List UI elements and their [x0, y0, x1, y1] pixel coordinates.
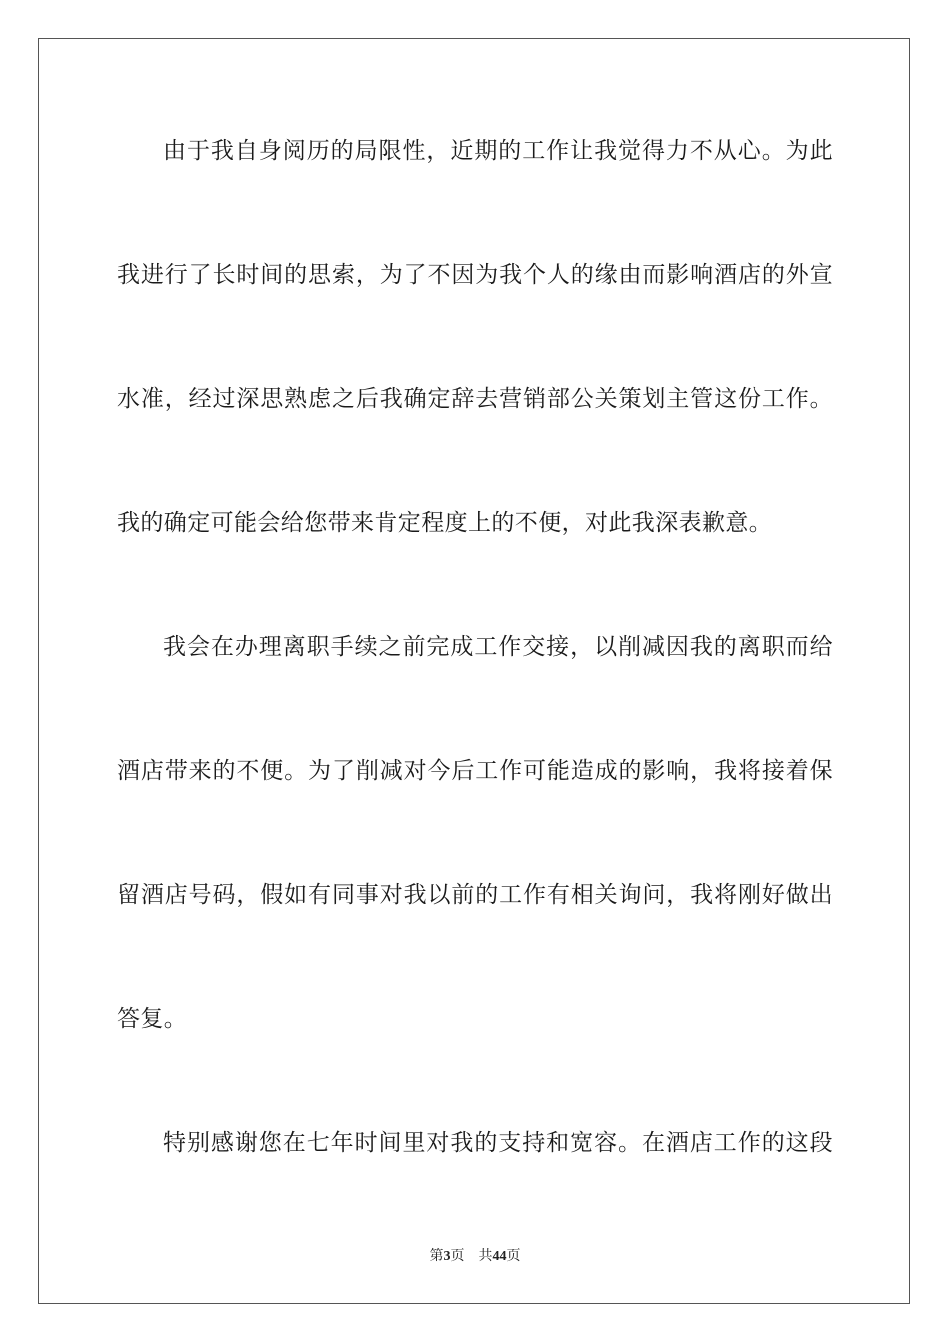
paragraph-1-line-3: 水准，经过深思熟虑之后我确定辞去营销部公关策划主管这份工作。: [117, 386, 833, 412]
paragraph-2-line-1: 我会在办理离职手续之前完成工作交接，以削减因我的离职而给: [163, 634, 833, 660]
paragraph-1-line-1: 由于我自身阅历的局限性，近期的工作让我觉得力不从心。为此: [163, 138, 833, 164]
paragraph-2-line-3: 留酒店号码，假如有同事对我以前的工作有相关询问，我将刚好做出: [117, 882, 833, 908]
paragraph-3-line-1: 特别感谢您在七年时间里对我的支持和宽容。在酒店工作的这段: [163, 1130, 833, 1156]
page-border: [38, 38, 910, 1304]
paragraph-2-line-4: 答复。: [117, 1006, 188, 1032]
paragraph-1-line-2: 我进行了长时间的思索，为了不因为我个人的缘由而影响酒店的外宣: [117, 262, 833, 288]
footer-page-prefix: 第: [429, 1249, 444, 1264]
footer-total-suffix: 页: [506, 1249, 521, 1264]
footer-total-pages: 44: [492, 1249, 507, 1264]
footer-total-prefix: 共: [478, 1249, 493, 1264]
paragraph-1-line-4: 我的确定可能会给您带来肯定程度上的不便，对此我深表歉意。: [117, 510, 773, 536]
page-footer: [0, 1248, 950, 1266]
footer-page-suffix: 页: [450, 1249, 465, 1264]
footer-page-number: 3: [443, 1249, 451, 1264]
paragraph-2-line-2: 酒店带来的不便。为了削减对今后工作可能造成的影响，我将接着保: [117, 758, 833, 784]
